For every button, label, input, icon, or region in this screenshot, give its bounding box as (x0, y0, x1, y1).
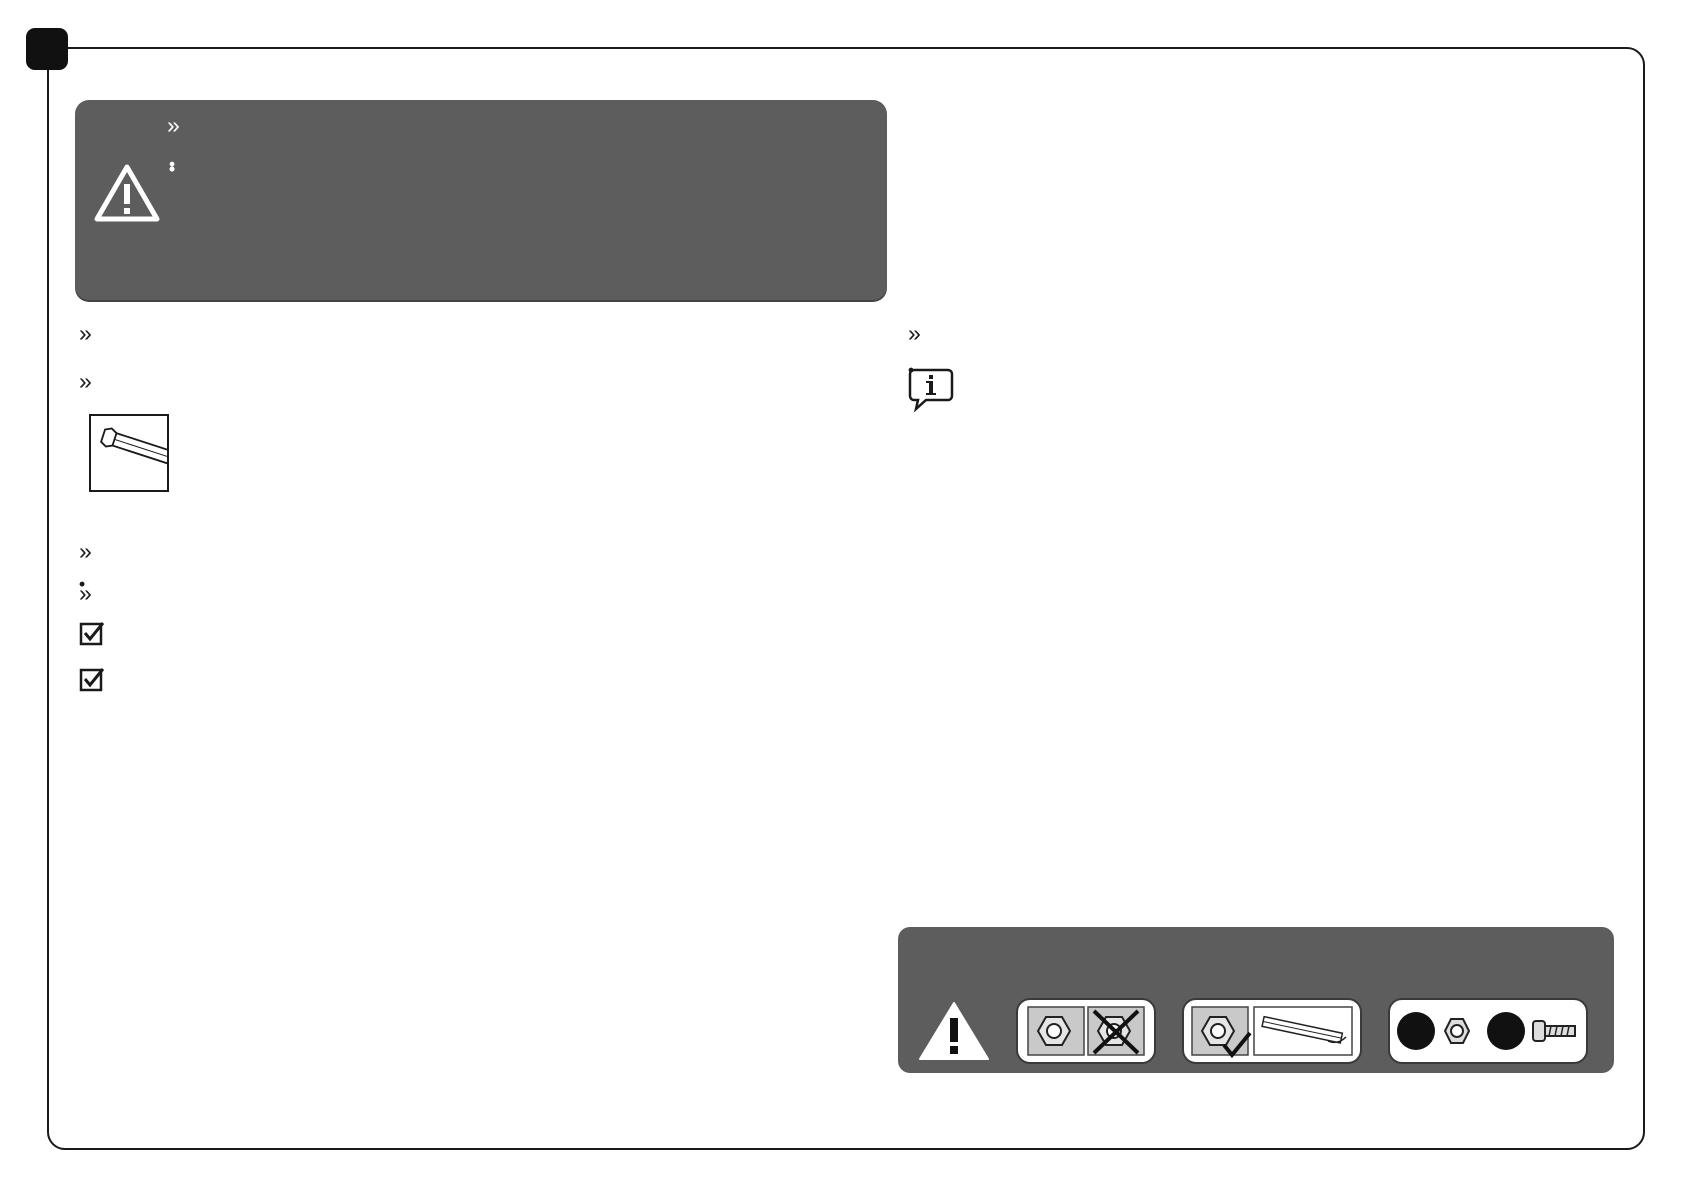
loose-nuts-pill (1016, 998, 1156, 1064)
warning-triangle-icon (93, 162, 161, 224)
service-title: » (79, 320, 92, 346)
part-badge (1397, 1012, 1435, 1050)
important-list (167, 152, 885, 157)
before-title: » (79, 580, 92, 606)
part-badge (1487, 1012, 1525, 1050)
check-item (79, 656, 819, 692)
caution-box (898, 927, 1614, 1073)
checked-box-icon (79, 666, 105, 692)
warning-triangle-icon (918, 1000, 990, 1062)
language-tab (26, 28, 68, 70)
hex-key-tool-image (89, 414, 169, 492)
nut-and-crossed-nut-icon (1024, 1003, 1148, 1059)
info-speech-bubble-icon (908, 366, 954, 412)
info-note (908, 358, 1620, 412)
screw-badges-pill (1388, 998, 1588, 1064)
remarks-title: » (908, 320, 921, 346)
hex-key-icon (91, 416, 167, 490)
left-column (79, 318, 819, 692)
important-title: » (167, 112, 181, 138)
nut-icon (1441, 1015, 1473, 1047)
tool-title: » (79, 368, 92, 394)
right-column (908, 318, 1620, 423)
bolt-icon (1531, 1015, 1579, 1047)
checked-box-icon (79, 620, 105, 646)
tighten-nuts-pill (1182, 998, 1362, 1064)
important-box (75, 100, 887, 300)
maintenance-title: » (79, 538, 92, 564)
check-item (79, 618, 819, 646)
tighten-nut-with-wrench-icon (1188, 1003, 1356, 1059)
